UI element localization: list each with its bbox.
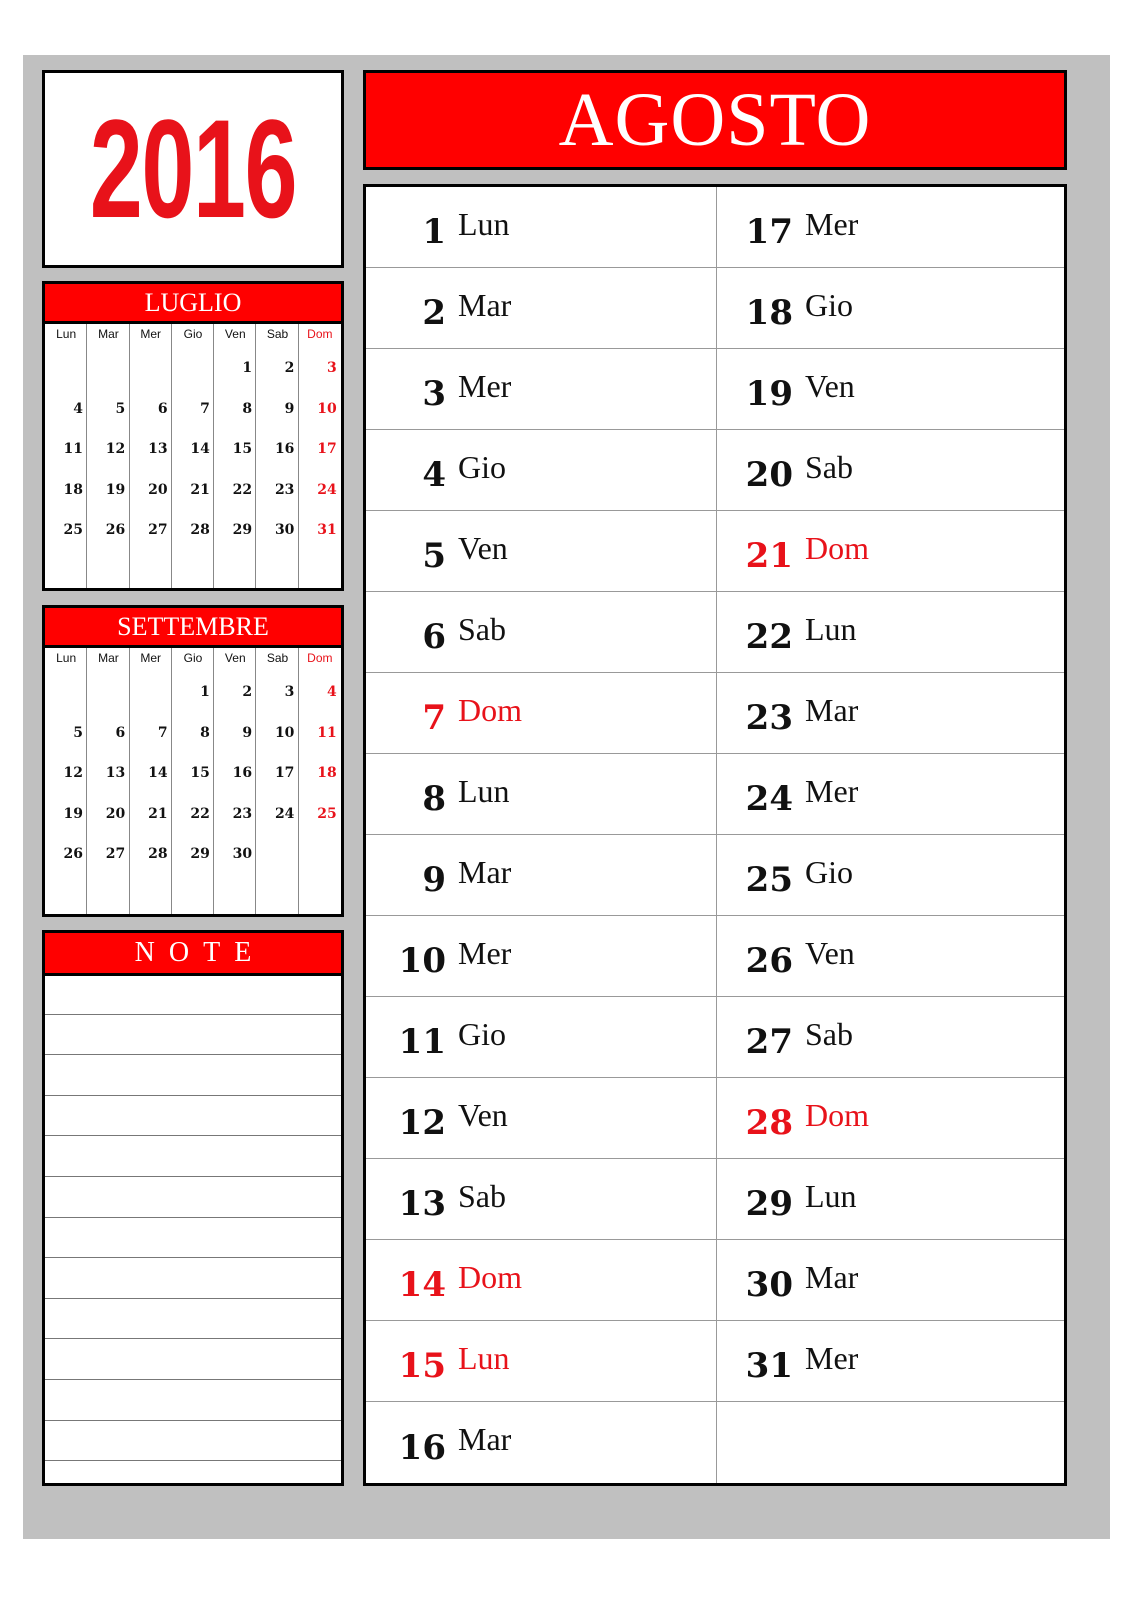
weekday-header: Mar [98, 651, 119, 665]
day-cell-empty [717, 1402, 1064, 1483]
day-number: 31 [745, 1346, 793, 1386]
mini-day: 12 [105, 441, 126, 457]
mini-day: 18 [317, 765, 337, 781]
day-cell [717, 754, 1064, 835]
weekday-header: Ven [224, 651, 246, 665]
mini-day: 14 [190, 441, 210, 457]
day-cell [717, 997, 1064, 1078]
mini-day: 17 [274, 765, 295, 781]
day-weekday: Sab [458, 610, 506, 647]
mini-day: 13 [148, 441, 168, 457]
day-weekday: Sab [805, 448, 853, 485]
mini-day: 19 [105, 481, 126, 498]
mini-day: 2 [242, 684, 253, 700]
weekday-header: Mar [98, 327, 119, 341]
day-number: 2 [422, 293, 446, 333]
day-number: 11 [398, 1022, 446, 1062]
note-line [45, 1379, 341, 1380]
year-box [42, 70, 344, 268]
mini-calendar-settembre [42, 605, 344, 917]
day-number: 13 [398, 1184, 446, 1224]
day-weekday: Gio [805, 286, 853, 323]
mini-day: 4 [73, 400, 83, 417]
mini-day: 6 [115, 724, 126, 741]
day-cell [366, 187, 717, 268]
days-panel [363, 184, 1067, 1486]
day-weekday: Dom [805, 529, 869, 566]
month-title: AGOSTO [558, 77, 872, 162]
day-cell [717, 1159, 1064, 1240]
day-cell [366, 1240, 717, 1321]
weekday-header: Mer [140, 327, 162, 341]
day-cell [366, 835, 717, 916]
weekday-header: Lun [56, 327, 77, 341]
day-weekday: Mer [805, 1339, 859, 1376]
mini-calendar-title: SETTEMBRE [117, 611, 269, 641]
mini-day: 10 [274, 724, 295, 741]
day-weekday: Dom [805, 1096, 869, 1133]
day-number: 30 [745, 1265, 793, 1305]
day-cell [717, 592, 1064, 673]
notes-title: NOTE [134, 937, 266, 968]
day-cell [366, 592, 717, 673]
day-cell [717, 835, 1064, 916]
day-weekday: Mar [458, 286, 512, 323]
mini-day: 7 [200, 400, 210, 417]
mini-day: 5 [115, 400, 126, 417]
day-number: 26 [745, 941, 793, 981]
day-number: 5 [422, 536, 446, 576]
day-cell [717, 673, 1064, 754]
mini-day: 29 [232, 522, 253, 538]
day-number: 17 [745, 212, 793, 252]
mini-calendar-column [45, 648, 87, 914]
day-cell [366, 349, 717, 430]
note-line [45, 1014, 341, 1015]
mini-day: 12 [63, 765, 83, 781]
day-weekday: Mar [458, 1421, 512, 1457]
day-weekday: Mar [458, 853, 512, 890]
note-line [45, 1420, 341, 1421]
mini-day: 27 [105, 846, 126, 862]
day-number: 27 [745, 1022, 793, 1062]
mini-day: 30 [232, 846, 253, 862]
mini-day: 3 [284, 684, 295, 700]
day-cell [717, 511, 1064, 592]
mini-day: 21 [190, 481, 210, 498]
mini-day: 15 [232, 441, 253, 457]
day-number: 15 [398, 1346, 446, 1386]
mini-day: 19 [63, 805, 83, 822]
mini-day: 28 [190, 522, 210, 538]
year-label: 2016 [89, 90, 297, 247]
day-cell [366, 1321, 717, 1402]
mini-day: 9 [242, 724, 253, 741]
weekday-header: Gio [183, 327, 203, 341]
mini-day: 21 [148, 805, 168, 822]
mini-day: 7 [157, 724, 168, 741]
mini-day: 23 [274, 481, 295, 498]
note-line [45, 1095, 341, 1096]
day-cell [717, 268, 1064, 349]
mini-day: 14 [148, 765, 168, 781]
mini-day: 11 [317, 724, 337, 741]
day-weekday: Mer [458, 934, 512, 971]
day-number: 8 [422, 779, 446, 819]
day-number: 9 [422, 860, 446, 900]
day-weekday: Ven [458, 1096, 508, 1133]
mini-calendar-column [130, 648, 172, 914]
day-weekday: Lun [805, 610, 857, 647]
day-weekday: Lun [458, 772, 510, 809]
day-number: 3 [422, 374, 446, 414]
mini-day: 11 [63, 441, 83, 457]
mini-day: 17 [317, 441, 337, 457]
mini-calendar-header [45, 608, 341, 648]
day-number: 20 [745, 455, 793, 495]
weekday-header: Dom [307, 327, 333, 341]
day-weekday: Gio [458, 1015, 506, 1052]
mini-calendar-header [45, 284, 341, 324]
mini-day: 1 [200, 684, 210, 700]
weekday-header: Sab [266, 327, 289, 341]
day-weekday: Dom [458, 1258, 522, 1295]
note-line [45, 1298, 341, 1299]
day-number: 12 [398, 1103, 446, 1143]
day-cell [717, 1240, 1064, 1321]
mini-day: 26 [63, 846, 83, 862]
mini-day: 13 [105, 765, 126, 781]
day-number: 6 [422, 617, 446, 657]
day-number: 19 [745, 374, 793, 414]
mini-day: 30 [274, 522, 295, 538]
day-number: 25 [745, 860, 793, 900]
day-weekday: Lun [458, 1339, 510, 1376]
day-cell [717, 916, 1064, 997]
mini-day: 16 [232, 765, 253, 781]
day-number: 22 [745, 617, 793, 657]
mini-calendar-column [87, 648, 129, 914]
mini-day: 6 [157, 400, 168, 417]
day-cell [717, 1321, 1064, 1402]
mini-day: 8 [242, 400, 253, 417]
days-grid [366, 187, 1064, 1483]
mini-day: 20 [148, 481, 168, 498]
weekday-header: Ven [224, 327, 246, 341]
mini-day: 2 [284, 360, 295, 376]
day-cell [366, 916, 717, 997]
day-weekday: Mar [805, 1258, 859, 1295]
mini-day: 20 [105, 805, 126, 822]
note-line [45, 1217, 341, 1218]
mini-day: 22 [232, 481, 253, 498]
note-line [45, 1135, 341, 1136]
day-number: 29 [745, 1184, 793, 1224]
notes-box [42, 930, 344, 1486]
mini-day: 27 [148, 522, 168, 538]
mini-day: 5 [73, 724, 83, 741]
mini-day: 24 [317, 481, 337, 498]
day-cell [366, 511, 717, 592]
mini-day: 23 [232, 805, 253, 822]
day-weekday: Mer [458, 367, 512, 404]
day-number: 10 [398, 941, 446, 981]
day-cell [366, 997, 717, 1078]
day-weekday: Lun [458, 205, 510, 242]
day-weekday: Ven [458, 529, 508, 566]
month-title-bar [363, 70, 1067, 170]
day-cell [366, 1159, 717, 1240]
weekday-header: Lun [56, 651, 77, 665]
day-number: 7 [422, 698, 446, 738]
day-weekday: Lun [805, 1177, 857, 1214]
weekday-header: Gio [183, 651, 203, 665]
mini-day: 18 [63, 481, 83, 498]
mini-day: 26 [105, 522, 126, 538]
weekday-header: Mer [140, 651, 162, 665]
day-cell [717, 349, 1064, 430]
mini-day: 25 [63, 522, 83, 538]
day-weekday: Sab [458, 1177, 506, 1214]
day-weekday: Dom [458, 691, 522, 728]
day-weekday: Mer [805, 205, 859, 242]
mini-calendar-title: LUGLIO [144, 287, 242, 317]
day-cell [366, 430, 717, 511]
mini-day: 9 [284, 400, 295, 417]
weekday-header: Dom [307, 651, 333, 665]
mini-day: 16 [274, 441, 295, 457]
mini-day: 3 [326, 360, 337, 376]
mini-day: 8 [200, 724, 210, 741]
mini-day: 22 [190, 805, 210, 822]
mini-day: 4 [326, 684, 337, 700]
day-number: 18 [745, 293, 793, 333]
weekday-header: Sab [266, 651, 289, 665]
mini-day: 25 [317, 805, 337, 822]
day-cell [366, 1078, 717, 1159]
day-cell [366, 1402, 717, 1483]
day-number: 1 [422, 212, 446, 252]
day-cell [717, 1078, 1064, 1159]
day-cell [366, 754, 717, 835]
note-line [45, 1460, 341, 1461]
note-line [45, 1176, 341, 1177]
day-number: 4 [422, 455, 446, 495]
mini-day: 31 [317, 522, 337, 538]
mini-day: 10 [317, 400, 337, 417]
day-weekday: Ven [805, 367, 855, 404]
day-weekday: Ven [805, 934, 855, 971]
day-weekday: Mer [805, 772, 859, 809]
mini-day: 24 [274, 805, 295, 822]
day-number: 28 [745, 1103, 793, 1143]
day-number: 21 [745, 536, 793, 576]
day-weekday: Mar [805, 691, 859, 728]
day-number: 14 [398, 1265, 446, 1305]
note-line [45, 1257, 341, 1258]
note-line [45, 1338, 341, 1339]
mini-day: 28 [148, 846, 168, 862]
mini-day: 15 [190, 765, 210, 781]
day-number: 23 [745, 698, 793, 738]
day-cell [366, 673, 717, 754]
mini-day: 1 [242, 360, 253, 376]
day-number: 24 [745, 779, 793, 819]
day-cell [717, 430, 1064, 511]
day-weekday: Sab [805, 1015, 853, 1052]
mini-day: 29 [190, 846, 210, 862]
notes-header [45, 933, 341, 976]
day-weekday: Gio [458, 448, 506, 485]
note-line [45, 1054, 341, 1055]
day-cell [366, 268, 717, 349]
day-cell [717, 187, 1064, 268]
day-number: 16 [398, 1427, 446, 1468]
mini-calendar-luglio [42, 281, 344, 591]
day-weekday: Gio [805, 853, 853, 890]
